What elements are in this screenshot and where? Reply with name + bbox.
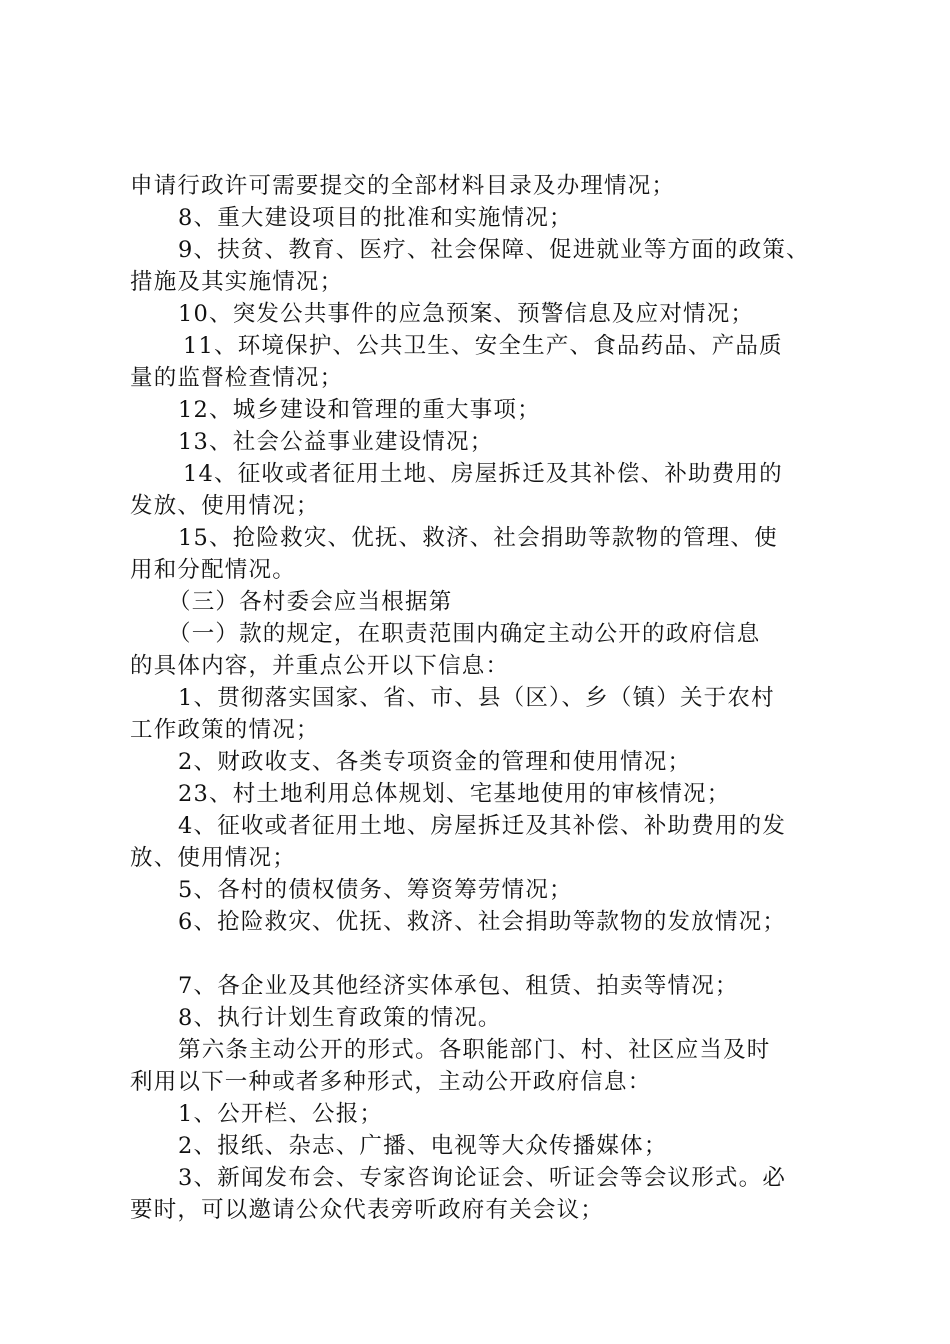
text-line: 5、各村的债权债务、筹资筹劳情况；	[178, 877, 573, 903]
text-line: 11、环境保护、公共卫生、安全生产、食品药品、产品质	[183, 333, 783, 359]
text-line: （三）各村委会应当根据第	[168, 589, 453, 615]
text-line: 放、使用情况；	[130, 845, 296, 871]
text-line: 14、征收或者征用土地、房屋拆迁及其补偿、补助费用的	[183, 461, 783, 487]
text-line: 23、村土地利用总体规划、宅基地使用的审核情况；	[178, 781, 731, 807]
text-line: 15、抢险救灾、优抚、救济、社会捐助等款物的管理、使	[178, 525, 778, 551]
text-line: 用和分配情况。	[130, 557, 296, 583]
text-line: 8、重大建设项目的批准和实施情况；	[178, 205, 573, 231]
text-line: 8、执行计划生育政策的情况。	[178, 1005, 502, 1031]
text-line: 工作政策的情况；	[130, 717, 320, 743]
text-line: 量的监督检查情况；	[130, 365, 344, 391]
text-line: 4、征收或者征用土地、房屋拆迁及其补偿、补助费用的发	[178, 813, 787, 839]
text-line: 12、城乡建设和管理的重大事项；	[178, 397, 541, 423]
text-line: 措施及其实施情况；	[130, 269, 344, 295]
text-line: 2、报纸、杂志、广播、电视等大众传播媒体；	[178, 1133, 668, 1159]
text-line: 7、各企业及其他经济实体承包、租赁、拍卖等情况；	[178, 973, 739, 999]
text-line: 申请行政许可需要提交的全部材料目录及办理情况；	[130, 173, 676, 199]
text-line: 13、社会公益事业建设情况；	[178, 429, 494, 455]
text-line: 要时，可以邀请公众代表旁听政府有关会议；	[130, 1197, 605, 1223]
text-line: 9、扶贫、教育、医疗、社会保障、促进就业等方面的政策、	[178, 237, 810, 263]
document-body	[130, 170, 852, 1226]
text-line: 3、新闻发布会、专家咨询论证会、听证会等会议形式。必	[178, 1165, 787, 1191]
text-line: 1、贯彻落实国家、省、市、县（区）、乡（镇）关于农村	[178, 685, 775, 711]
text-line: 1、公开栏、公报；	[178, 1101, 384, 1127]
text-line: 的具体内容，并重点公开以下信息：	[130, 653, 510, 679]
text-line: 2、财政收支、各类专项资金的管理和使用情况；	[178, 749, 692, 775]
text-line: 第六条主动公开的形式。各职能部门、村、社区应当及时	[178, 1037, 771, 1063]
text-line: 10、突发公共事件的应急预案、预警信息及应对情况；	[178, 301, 755, 327]
text-line: 发放、使用情况；	[130, 493, 320, 519]
text-line: （一）款的规定，在职责范围内确定主动公开的政府信息	[168, 621, 761, 647]
blank-line	[130, 938, 852, 970]
text-line: 6、抢险救灾、优抚、救济、社会捐助等款物的发放情况；	[178, 909, 787, 935]
text-line: 利用以下一种或者多种形式，主动公开政府信息：	[130, 1069, 652, 1095]
